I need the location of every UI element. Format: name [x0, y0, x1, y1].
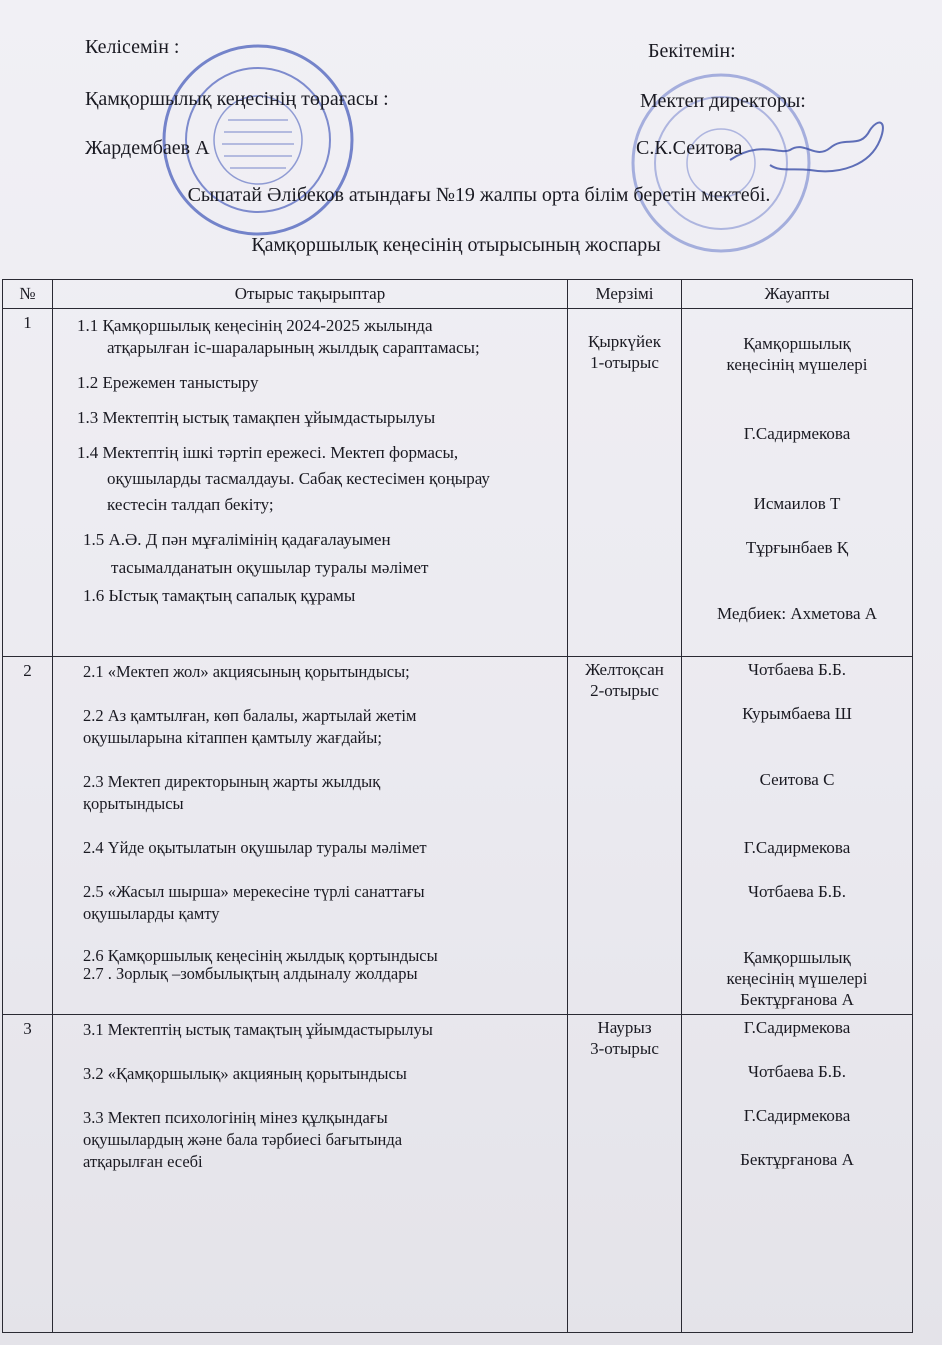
- topic-item: 1.5 А.Ә. Д пән мұғалімінің қадағалауымен: [83, 530, 391, 549]
- responsible-item: Г.Садирмекова: [743, 1106, 851, 1125]
- responsible-item: Қамқоршылық: [743, 334, 851, 353]
- topics-cell: [53, 657, 568, 1015]
- responsible-item: Медбиек: Ахметова А: [716, 604, 878, 623]
- term-session: 1-отырыс: [590, 353, 659, 372]
- responsible-cell: [682, 657, 913, 1015]
- table-row: [3, 1015, 913, 1333]
- topic-item: 2.1 «Мектеп жол» акциясының қорытындысы;: [83, 662, 410, 681]
- topic-item: 1.1 Қамқоршылық кеңесінің 2024-2025 жылында: [77, 316, 433, 335]
- topic-item: оқушылардың және бала тәрбиесі бағытында: [83, 1130, 403, 1149]
- col-term: Мерзімі: [568, 280, 682, 309]
- topic-item: 1.2 Ережемен таныстыру: [77, 373, 259, 392]
- table-header-row: [3, 280, 913, 309]
- responsible-item: Г.Садирмекова: [743, 838, 851, 857]
- table-row: [3, 657, 913, 1015]
- col-responsible: Жауапты: [682, 280, 913, 309]
- responsible-item: Бектұрғанова А: [740, 990, 854, 1009]
- topics-cell: [53, 309, 568, 657]
- topic-item: 2.6 Қамқоршылық кеңесінің жылдық қортындысы: [83, 946, 438, 965]
- row-number: 1: [3, 309, 53, 657]
- term-cell: [568, 309, 682, 657]
- responsible-item: Чотбаева Б.Б.: [747, 660, 847, 679]
- responsible-item: Исмаилов Т: [753, 494, 841, 513]
- topic-item: қорытындысы: [83, 794, 184, 813]
- col-number: №: [3, 280, 53, 309]
- topic-item: 2.2 Аз қамтылған, көп балалы, жартылай жетім: [83, 706, 417, 725]
- director-name: С.К.Сеитова: [636, 137, 743, 159]
- director-signature: [720, 110, 900, 190]
- responsible-cell: [682, 1015, 913, 1333]
- responsible-item: Г.Садирмекова: [743, 424, 851, 443]
- col-topics: Отырыс тақырыптар: [53, 280, 568, 309]
- topic-item: оқушыларды қамту: [83, 904, 220, 923]
- topic-item: 1.6 Ыстық тамақтың сапалық құрамы: [83, 586, 356, 605]
- term-session: 3-отырыс: [590, 1039, 659, 1058]
- responsible-item: кеңесінің мүшелері: [726, 969, 868, 988]
- responsible-item: Сеитова С: [759, 770, 835, 789]
- term-session: 2-отырыс: [590, 681, 659, 700]
- table-row: [3, 309, 913, 657]
- topic-item: 1.3 Мектептің ыстық тамақпен ұйымдастырылуы: [77, 408, 436, 427]
- responsible-cell: [682, 309, 913, 657]
- topic-item: атқарылған іс-шараларының жылдық сараптамасы;: [107, 338, 480, 357]
- responsible-item: Бектұрғанова А: [740, 1150, 854, 1169]
- term-cell: [568, 657, 682, 1015]
- council-chair-name: Жардембаев А: [85, 137, 210, 159]
- approved-label: Бекітемін:: [648, 40, 736, 62]
- topic-item: 3.3 Мектеп психологінің мінез құлқындағы: [83, 1108, 388, 1127]
- term-month: Желтоқсан: [585, 660, 664, 679]
- row-number: 3: [3, 1015, 53, 1333]
- topic-item: 3.1 Мектептің ыстық тамақтың ұйымдастырылуы: [83, 1020, 433, 1039]
- topic-item: 2.5 «Жасыл шырша» мерекесіне түрлі санаттағы: [83, 882, 425, 901]
- topic-item: оқушыларына кітаппен қамтылу жағдайы;: [83, 728, 382, 747]
- plan-title: Қамқоршылық кеңесінің отырысының жоспары: [251, 234, 661, 256]
- school-name: Сыпатай Әлібеков атындағы №19 жалпы орта білім беретін мектебі.: [187, 184, 771, 206]
- topic-item: атқарылған есебі: [83, 1152, 203, 1171]
- responsible-item: Чотбаева Б.Б.: [747, 882, 847, 901]
- responsible-item: Курымбаева Ш: [742, 704, 852, 723]
- topic-item: 2.3 Мектеп директорының жарты жылдық: [83, 772, 381, 791]
- responsible-item: Тұрғынбаев Қ: [745, 538, 849, 557]
- term-month: Наурыз: [597, 1018, 652, 1037]
- topic-item: тасымалданатын оқушылар туралы мәлімет: [111, 558, 429, 577]
- responsible-item: Чотбаева Б.Б.: [747, 1062, 847, 1081]
- topic-item: 2.7 . Зорлық –зомбылықтың алдыналу жолдары: [83, 964, 418, 983]
- topic-item: оқушыларды тасмалдауы. Сабақ кестесімен қоңырау: [107, 469, 490, 488]
- term-month: Қыркүйек: [588, 332, 661, 351]
- topic-item: кестесін талдап бекіту;: [107, 495, 274, 514]
- meeting-plan-table: [2, 279, 913, 1333]
- responsible-item: Г.Садирмекова: [743, 1018, 851, 1037]
- topics-cell: [53, 1015, 568, 1333]
- council-chair-title: Қамқоршылық кеңесінің төрағасы :: [85, 88, 389, 110]
- topic-item: 1.4 Мектептің ішкі тәртіп ережесі. Мектеп формасы,: [77, 443, 459, 462]
- topic-item: 2.4 Үйде оқытылатын оқушылар туралы мәлімет: [83, 838, 427, 857]
- agreed-label: Келісемін :: [85, 36, 180, 58]
- term-cell: [568, 1015, 682, 1333]
- topic-item: 3.2 «Қамқоршылық» акцияның қорытындысы: [83, 1064, 407, 1083]
- director-title: Мектеп директоры:: [640, 90, 806, 112]
- responsible-item: кеңесінің мүшелері: [726, 355, 868, 374]
- row-number: 2: [3, 657, 53, 1015]
- responsible-item: Қамқоршылық: [743, 948, 851, 967]
